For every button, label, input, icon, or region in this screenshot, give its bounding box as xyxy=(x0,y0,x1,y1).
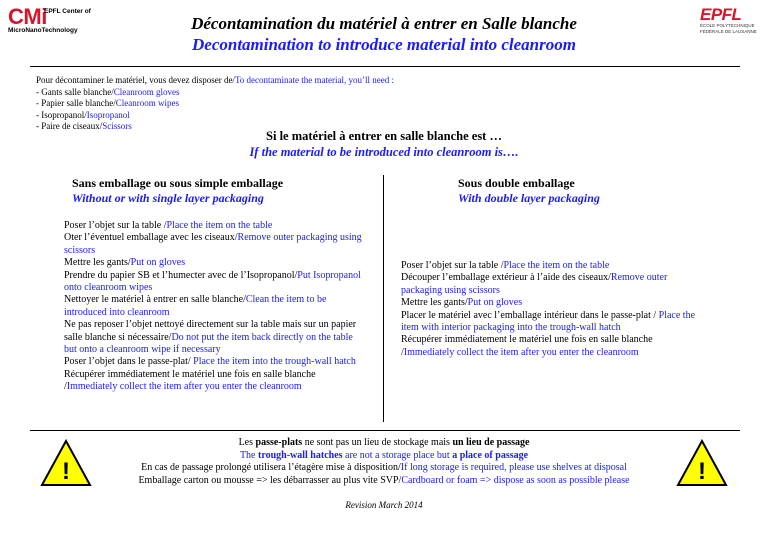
column-divider xyxy=(383,175,384,422)
item-en: Cleanroom wipes xyxy=(115,98,179,108)
list-item xyxy=(36,98,394,110)
step: Mettre les gants/Put on gloves xyxy=(64,257,186,269)
left-heading-fr: Sans emballage ou sous simple emballage xyxy=(72,176,284,190)
svg-text:!: ! xyxy=(62,458,70,485)
svg-text:!: ! xyxy=(698,458,706,485)
divider-bottom xyxy=(30,430,740,431)
page-title-en: Decontamination to introduce material into cleanroom xyxy=(192,35,576,54)
left-steps xyxy=(64,220,364,394)
question-en: If the material to be introduced into cleanroom is…. xyxy=(249,145,519,159)
question-fr: Si le matériel à entrer en salle blanche est … xyxy=(266,129,502,143)
warning-line-fr: Les passe-plats ne sont pas un lieu de stockage mais un lieu de passage xyxy=(238,437,530,448)
epfl-logo-subtitle: ÉCOLE POLYTECHNIQUE xyxy=(700,23,755,28)
hatch-warning xyxy=(0,437,768,487)
step: Ne pas reposer l’objet nettoyé directement sur la table mais sur un papier salle blanche si nécessaire/Do not put the item back directly on the table but onto a cleanroom wipe if necessary xyxy=(64,319,357,356)
item-fr: - Papier salle blanche/ xyxy=(36,98,116,108)
cmi-logo-text: CMi xyxy=(8,4,47,29)
right-steps xyxy=(401,260,701,359)
list-item xyxy=(36,110,394,122)
item-en: Scissors xyxy=(102,121,132,131)
page-title-fr: Décontamination du matériel à entrer en Salle blanche xyxy=(191,14,577,33)
left-column-heading xyxy=(72,176,283,206)
cmi-logo-subtitle: EPFL Center of xyxy=(44,8,91,15)
right-heading-en: With double layer packaging xyxy=(458,191,600,205)
item-en: Cleanroom gloves xyxy=(113,86,180,97)
item-fr: - Paire de ciseaux/ xyxy=(36,121,103,131)
right-column-heading xyxy=(458,176,600,206)
step: Prendre du papier SB et l’humecter avec de l’Isopropanol/Put Isopropanol onto cleanroom wipes xyxy=(64,269,361,294)
left-heading-en: Without or with single layer packaging xyxy=(72,191,264,205)
step: Récupérer immédiatement le matériel une fois en salle blanche /Immediately collect the item after you enter the cleanroom xyxy=(401,334,653,358)
requirements-lead xyxy=(36,75,394,87)
step: Placer le matériel avec l’emballage intérieur dans le passe-plat / Place the item with interior packaging into the trough-wall hatch xyxy=(401,309,696,334)
lead-en: To decontaminate the material, you’ll need : xyxy=(234,75,394,85)
step: Découper l’emballage extérieur à l’aide des ciseaux/Remove outer packaging using scissors xyxy=(401,272,668,296)
warning-packaging-line: Emballage carton ou mousse => les débarrasser au plus vite SVP/Cardboard or foam => dispose as soon as possible please xyxy=(138,474,630,486)
revision-note: Revision March 2014 xyxy=(345,500,423,510)
right-heading-fr: Sous double emballage xyxy=(458,176,575,190)
item-fr: - Gants salle blanche/ xyxy=(36,86,114,97)
step: Récupérer immédiatement le matériel une fois en salle blanche /Immediately collect the item after you enter the cleanroom xyxy=(64,368,316,393)
item-fr: - Isopropanol/ xyxy=(36,109,87,120)
step: Poser l’objet sur la table /Place the item on the table xyxy=(401,260,610,271)
item-en: Isopropanol xyxy=(86,109,130,120)
epfl-logo-subtitle-2: FÉDÉRALE DE LAUSANNE xyxy=(700,28,757,34)
warning-storage-line: En cas de passage prolongé utilisera l’étagère mise à disposition/If long storage is required, please use shelves at disposal xyxy=(141,462,627,473)
step: Poser l’objet dans le passe-plat/ Place the item into the trough-wall hatch xyxy=(64,356,356,368)
warning-line-en: The trough-wall hatches are not a storage place but a place of passage xyxy=(239,449,529,461)
step: Oter l’éventuel emballage avec les ciseaux/Remove outer packaging using scissors xyxy=(64,232,362,256)
cmi-logo-subtitle-2: MicroNanoTechnology xyxy=(8,27,78,34)
lead-fr: Pour décontaminer le matériel, vous devez disposer de/ xyxy=(36,75,235,85)
step: Mettre les gants/Put on gloves xyxy=(401,297,523,309)
divider-top xyxy=(30,66,740,67)
step: Poser l’objet sur la table /Place the item on the table xyxy=(64,220,273,231)
requirements-list xyxy=(36,75,394,133)
epfl-logo-text: EPFL xyxy=(700,5,742,24)
list-item xyxy=(36,87,394,99)
step: Nettoyer le matériel à entrer en salle blanche/Clean the item to be introduced into cleanroom xyxy=(64,294,327,318)
